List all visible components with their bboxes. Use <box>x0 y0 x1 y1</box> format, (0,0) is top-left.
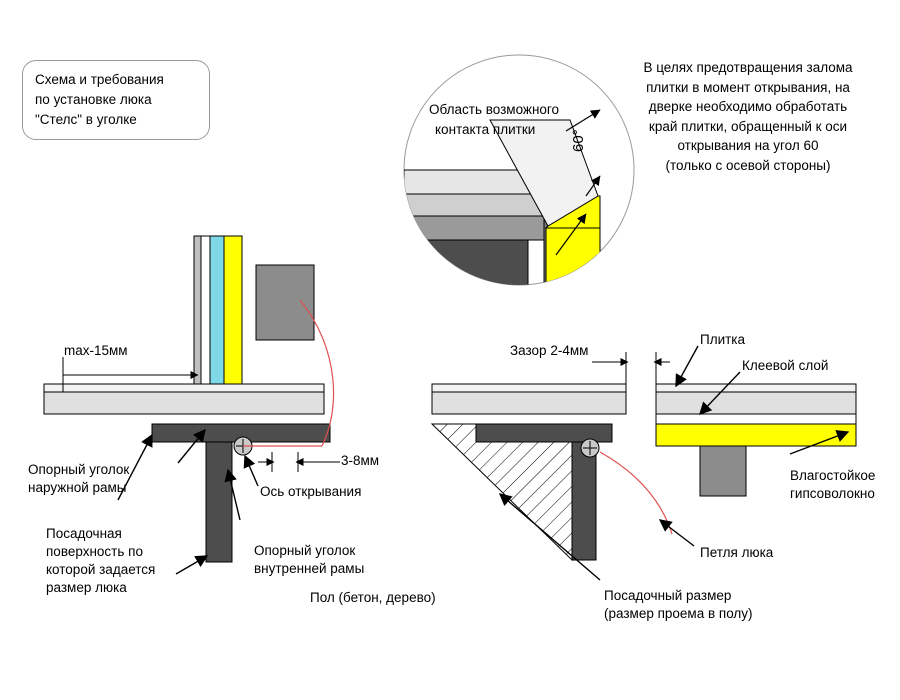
title-line-3: "Стелс" в уголке <box>35 112 137 127</box>
outer-angle-label-2: наружной рамы <box>28 480 127 495</box>
title-callout-box <box>22 60 210 140</box>
contact-area-label-1: Область возможного <box>429 102 560 117</box>
top-note-line-1: В целях предотвращения залома <box>643 60 853 75</box>
outer-angle-label-1: Опорный уголок <box>28 462 130 477</box>
tile-label: Плитка <box>700 332 746 347</box>
seat-surface-label-4: размер люка <box>46 580 127 595</box>
gypsum-label-2: гипсоволокно <box>790 486 875 501</box>
hinge-label: Петля люка <box>700 545 774 560</box>
seat-surface-label-2: поверхность по <box>46 544 143 559</box>
top-note-line-5: открывания на угол 60 <box>677 138 819 154</box>
axis-label: Ось открывания <box>260 484 362 499</box>
detail-circle-group <box>404 55 634 286</box>
contact-area-label-2: контакта плитки <box>435 122 536 137</box>
glue-layer-label: Клеевой слой <box>742 358 829 373</box>
gap-3-8-label: 3-8мм <box>341 453 380 468</box>
top-note-line-2: плитки в момент открывания, на <box>646 79 850 95</box>
top-note-line-3: дверке необходимо обработать <box>648 99 848 115</box>
inner-angle-label-1: Опорный уголок <box>254 543 356 558</box>
top-note <box>612 58 884 175</box>
seat-surface-label-3: которой задается <box>46 562 156 577</box>
gypsum-label-1: Влагостойкое <box>790 468 876 483</box>
gap-2-4-label: Зазор 2-4мм <box>510 343 589 358</box>
title-line-1: Схема и требования <box>35 72 164 87</box>
top-note-line-4: край плитки, обращенный к оси <box>648 118 848 134</box>
top-note-line-6: (только с осевой стороны) <box>665 157 831 173</box>
angle-60-label: 60° <box>570 129 587 152</box>
title-line-2: по установке люка <box>35 92 152 107</box>
floor-label: Пол (бетон, дерево) <box>310 590 436 605</box>
seat-size-label-2: (размер проема в полу) <box>604 606 753 621</box>
inner-angle-label-2: внутренней рамы <box>254 561 365 576</box>
max-dimension-label: max-15мм <box>64 343 128 358</box>
seat-surface-label-1: Посадочная <box>46 526 122 541</box>
seat-size-label-1: Посадочный размер <box>604 588 732 603</box>
right-view-group <box>432 346 856 580</box>
